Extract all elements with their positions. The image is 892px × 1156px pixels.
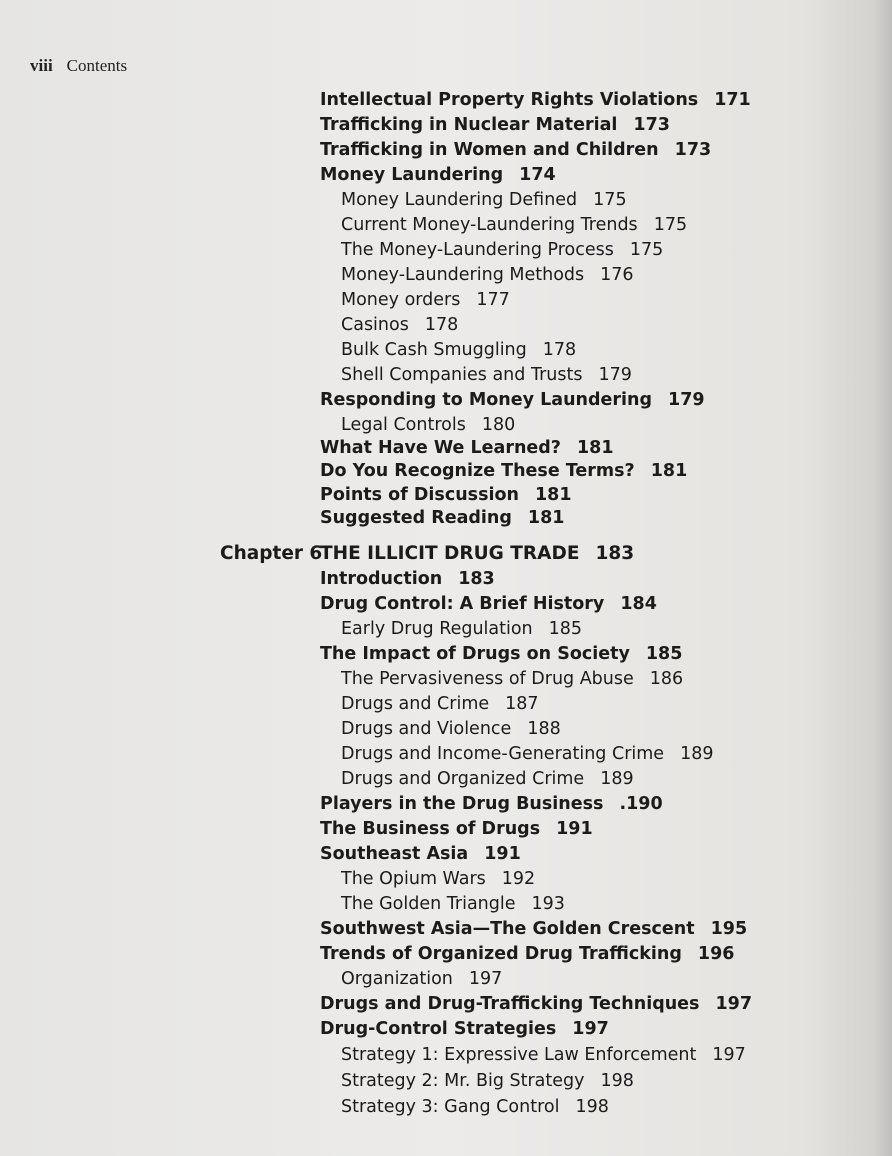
chapter-title: [320, 545, 634, 564]
page-number: viii: [30, 56, 53, 75]
toc-entry-page: 185: [645, 644, 683, 664]
toc-subentry: [341, 621, 582, 639]
toc-entry-page: 181: [576, 438, 614, 458]
toc-entry: [320, 921, 747, 939]
toc-entry-page: 175: [629, 240, 664, 260]
toc-entry-page: 180: [481, 415, 516, 435]
toc-entry: [320, 142, 711, 160]
page-edge-shadow: [874, 0, 892, 1156]
toc-subentry: [341, 896, 565, 914]
toc-subentry: [341, 971, 502, 989]
toc-entry-page: 183: [595, 543, 635, 564]
toc-entry-page: 192: [501, 869, 536, 889]
toc-entry-title: The Impact of Drugs on Society: [320, 644, 630, 664]
toc-entry-page: 191: [556, 819, 593, 839]
toc-entry-title: Legal Controls: [341, 415, 466, 435]
toc-entry: [320, 821, 593, 839]
toc-entry-title: Trends of Organized Drug Trafficking: [320, 944, 682, 964]
toc-entry-title: Southwest Asia—The Golden Crescent: [320, 919, 695, 939]
toc-entry: [320, 487, 572, 505]
toc-entry-page: 189: [600, 769, 634, 789]
toc-entry-title: Drugs and Organized Crime: [341, 769, 585, 789]
toc-entry: [320, 996, 752, 1014]
toc-entry-title: Drugs and Crime: [341, 694, 490, 714]
toc-entry-title: The Opium Wars: [341, 869, 486, 889]
toc-entry-title: Strategy 1: Expressive Law Enforcement: [341, 1045, 697, 1065]
toc-entry-title: Money Laundering: [320, 165, 504, 185]
toc-entry-title: Introduction: [320, 569, 443, 589]
toc-entry-page: 188: [527, 719, 561, 739]
toc-entry-page: 191: [484, 844, 521, 864]
toc-entry: [320, 510, 564, 528]
toc-subentry: [341, 217, 687, 235]
toc-entry-title: Points of Discussion: [320, 485, 519, 505]
toc-entry-title: THE ILLICIT DRUG TRADE: [320, 543, 580, 564]
toc-entry-title: Southeast Asia: [320, 844, 469, 864]
toc-subentry: [341, 192, 627, 210]
toc-entry-page: 197: [715, 994, 753, 1014]
toc-entry-page: 175: [653, 215, 688, 235]
chapter-label: Chapter 6: [220, 543, 323, 564]
toc-subentry: [341, 417, 515, 435]
toc-entry-title: The Money-Laundering Process: [341, 240, 614, 260]
toc-subentry: [341, 242, 663, 260]
toc-entry-title: Drug Control: A Brief History: [320, 594, 605, 614]
toc-entry-title: Responding to Money Laundering: [320, 390, 653, 410]
toc-entry-page: .190: [619, 794, 663, 814]
toc-entry-page: 197: [468, 969, 503, 989]
toc-entry-page: 195: [710, 919, 748, 939]
toc-entry-title: Drugs and Income-Generating Crime: [341, 744, 665, 764]
toc-subentry: [341, 746, 713, 764]
toc-entry-title: Suggested Reading: [320, 508, 512, 528]
toc-entry: [320, 796, 663, 814]
toc-entry-page: 183: [458, 569, 495, 589]
toc-entry-title: Drugs and Violence: [341, 719, 512, 739]
toc-entry-page: 181: [535, 485, 572, 505]
toc-subentry: [341, 771, 634, 789]
toc-entry-page: 177: [476, 290, 510, 310]
toc-entry-page: 198: [600, 1071, 634, 1091]
toc-entry: [320, 646, 682, 664]
toc-entry-title: Intellectual Property Rights Violations: [320, 90, 699, 110]
toc-entry: [320, 92, 751, 110]
toc-entry-page: 179: [668, 390, 705, 410]
toc-entry-page: 178: [542, 340, 577, 360]
toc-entry-page: 178: [424, 315, 459, 335]
toc-entry-title: Money orders: [341, 290, 461, 310]
toc-entry-title: Money Laundering Defined: [341, 190, 578, 210]
toc-entry-title: Current Money-Laundering Trends: [341, 215, 638, 235]
toc-subentry: [341, 342, 576, 360]
toc-entry-title: Do You Recognize These Terms?: [320, 461, 635, 481]
toc-entry-page: 175: [593, 190, 627, 210]
toc-entry-page: 173: [633, 115, 670, 135]
toc-subentry: [341, 721, 561, 739]
toc-entry-page: 173: [674, 140, 712, 160]
toc-entry-page: 186: [649, 669, 684, 689]
toc-entry: [320, 392, 705, 410]
toc-entry-title: Money-Laundering Methods: [341, 265, 585, 285]
toc-entry-title: The Business of Drugs: [320, 819, 541, 839]
toc-entry-title: Bulk Cash Smuggling: [341, 340, 527, 360]
toc-subentry: [341, 1099, 609, 1117]
toc-entry-title: The Pervasiveness of Drug Abuse: [341, 669, 634, 689]
toc-entry-title: Players in the Drug Business: [320, 794, 604, 814]
toc-entry: [320, 571, 495, 589]
toc-entry: [320, 440, 614, 458]
toc-entry-page: 193: [531, 894, 565, 914]
toc-entry-title: Shell Companies and Trusts: [341, 365, 583, 385]
toc-subentry: [341, 1073, 634, 1091]
toc-entry: [320, 463, 687, 481]
toc-entry-page: 198: [575, 1097, 609, 1117]
toc-subentry: [341, 317, 458, 335]
toc-entry: [320, 117, 670, 135]
running-header-title: Contents: [66, 56, 128, 75]
running-header: [30, 56, 127, 76]
toc-entry-title: What Have We Learned?: [320, 438, 561, 458]
toc-subentry: [341, 871, 535, 889]
toc-entry: [320, 167, 556, 185]
toc-entry-page: 187: [505, 694, 539, 714]
toc-entry-title: Strategy 3: Gang Control: [341, 1097, 560, 1117]
toc-subentry: [341, 671, 683, 689]
toc-entry: [320, 596, 657, 614]
toc-entry: [320, 946, 734, 964]
toc-entry-title: Early Drug Regulation: [341, 619, 533, 639]
toc-subentry: [341, 696, 539, 714]
toc-entry-page: 176: [600, 265, 634, 285]
toc-subentry: [341, 367, 632, 385]
toc-entry: [320, 1021, 609, 1039]
toc-entry-page: 174: [519, 165, 556, 185]
toc-entry-page: 196: [697, 944, 735, 964]
toc-entry: [320, 846, 521, 864]
toc-entry-title: Organization: [341, 969, 453, 989]
toc-entry-page: 189: [680, 744, 714, 764]
toc-entry-page: 197: [712, 1045, 746, 1065]
toc-entry-page: 179: [598, 365, 632, 385]
toc-entry-page: 181: [527, 508, 565, 528]
toc-entry-page: 171: [714, 90, 751, 110]
toc-subentry: [341, 267, 634, 285]
toc-entry-page: 184: [620, 594, 657, 614]
toc-entry-page: 181: [650, 461, 688, 481]
toc-entry-title: Trafficking in Nuclear Material: [320, 115, 618, 135]
toc-entry-title: Drugs and Drug-Trafficking Techniques: [320, 994, 700, 1014]
toc-entry-page: 185: [548, 619, 583, 639]
toc-entry-title: Drug-Control Strategies: [320, 1019, 557, 1039]
toc-entry-title: The Golden Triangle: [341, 894, 516, 914]
toc-subentry: [341, 1047, 746, 1065]
toc-entry-title: Trafficking in Women and Children: [320, 140, 659, 160]
toc-entry-title: Strategy 2: Mr. Big Strategy: [341, 1071, 585, 1091]
toc-subentry: [341, 292, 510, 310]
toc-entry-title: Casinos: [341, 315, 409, 335]
toc-entry-page: 197: [572, 1019, 609, 1039]
